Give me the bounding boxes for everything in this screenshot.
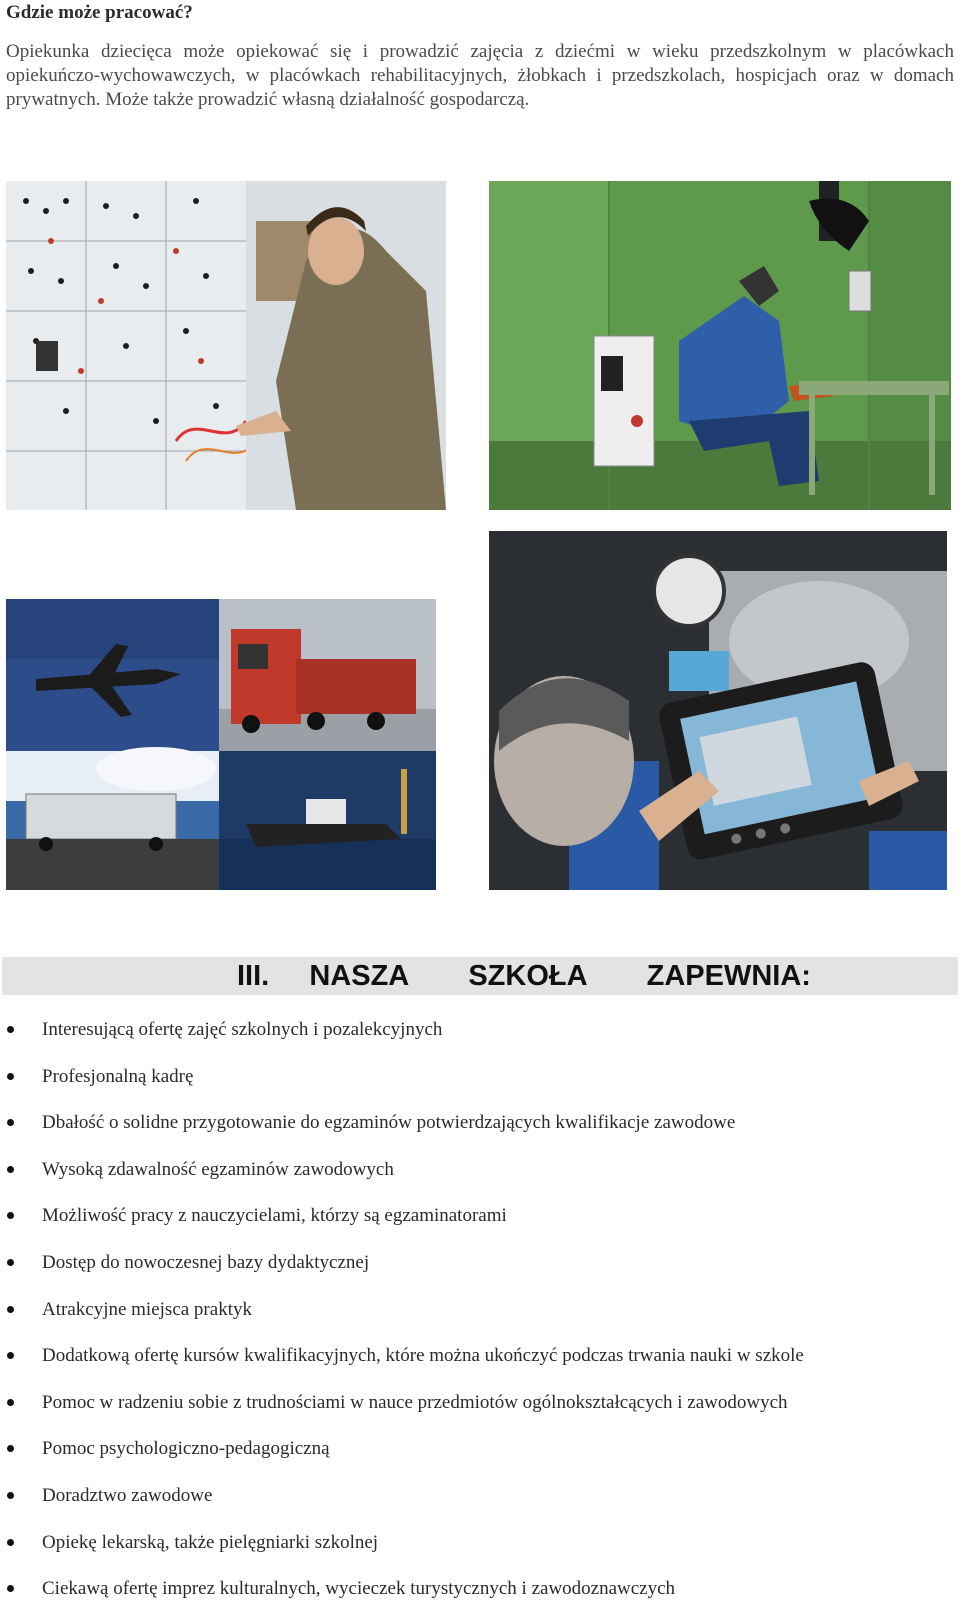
list-item	[0, 1244, 960, 1291]
list-item	[0, 1197, 960, 1244]
list-item-text: Profesjonalną kadrę	[42, 1065, 194, 1087]
list-item	[0, 1337, 960, 1384]
bullet-icon	[7, 1119, 14, 1126]
list-item-text: Opiekę lekarską, także pielęgniarki szkolnej	[42, 1531, 379, 1553]
section-heading: Gdzie może pracować?	[6, 2, 193, 23]
list-item	[0, 1151, 960, 1198]
bullet-icon	[7, 1352, 14, 1359]
bullet-icon	[7, 1539, 14, 1546]
list-item-text: Doradztwo zawodowe	[42, 1484, 213, 1506]
bullet-icon	[7, 1306, 14, 1313]
list-item	[0, 1477, 960, 1524]
list-item	[0, 1570, 960, 1617]
list-item-text: Wysoką zdawalność egzaminów zawodowych	[42, 1158, 394, 1180]
list-item	[0, 1430, 960, 1477]
list-item	[0, 1384, 960, 1431]
bullet-icon	[7, 1212, 14, 1219]
bullet-icon	[7, 1445, 14, 1452]
car-diagnostics-photo	[489, 531, 947, 890]
list-item	[0, 1524, 960, 1571]
list-item-text: Możliwość pracy z nauczycielami, którzy są egzaminatorami	[42, 1205, 507, 1227]
intro-paragraph: Opiekunka dziecięca może opiekować się i prowadzić zajęcia z dziećmi w wieku przedszkolnym w placówkach opiekuńczo-wychowawczych, w placówkach rehabilitacyjnych, żłobkach i przedszkolach, hospicjach oraz w domach prywatnych. Może także prowadzić własną działalność gospodarczą.	[6, 41, 954, 110]
bullet-icon	[7, 1585, 14, 1592]
welding-booth-photo	[489, 181, 951, 510]
bullet-icon	[7, 1073, 14, 1080]
list-item-text: Pomoc psychologiczno-pedagogiczną	[42, 1438, 330, 1460]
section-title: III. NASZA SZKOŁA ZAPEWNIA:	[237, 960, 811, 992]
bullet-icon	[7, 1399, 14, 1406]
list-item-text: Ciekawą ofertę imprez kulturalnych, wycieczek turystycznych i zawodoznawczych	[42, 1578, 676, 1600]
bullet-icon	[7, 1026, 14, 1033]
list-item-text: Interesującą ofertę zajęć szkolnych i pozalekcyjnych	[42, 1019, 443, 1040]
list-item-text: Dbałość o solidne przygotowanie do egzaminów potwierdzających kwalifikacje zawodowe	[42, 1112, 736, 1134]
list-item	[0, 1058, 960, 1105]
list-item	[0, 1291, 960, 1338]
list-item-text: Pomoc w radzeniu sobie z trudnościami w nauce przedmiotów ogólnokształcących i zawodowych	[42, 1391, 788, 1413]
section-title-bar	[2, 957, 958, 995]
transport-collage-photo	[6, 599, 436, 890]
list-item-text: Dodatkową ofertę kursów kwalifikacyjnych, które można ukończyć podczas trwania nauki w szkole	[42, 1345, 804, 1367]
list-item	[0, 1011, 960, 1058]
school-offer-list	[0, 1011, 960, 1617]
list-item	[0, 1104, 960, 1151]
list-item-text: Atrakcyjne miejsca praktyk	[42, 1298, 252, 1320]
bullet-icon	[7, 1166, 14, 1173]
list-item-text: Dostęp do nowoczesnej bazy dydaktycznej	[42, 1251, 370, 1273]
electrical-training-photo	[6, 181, 446, 510]
bullet-icon	[7, 1259, 14, 1266]
bullet-icon	[7, 1492, 14, 1499]
